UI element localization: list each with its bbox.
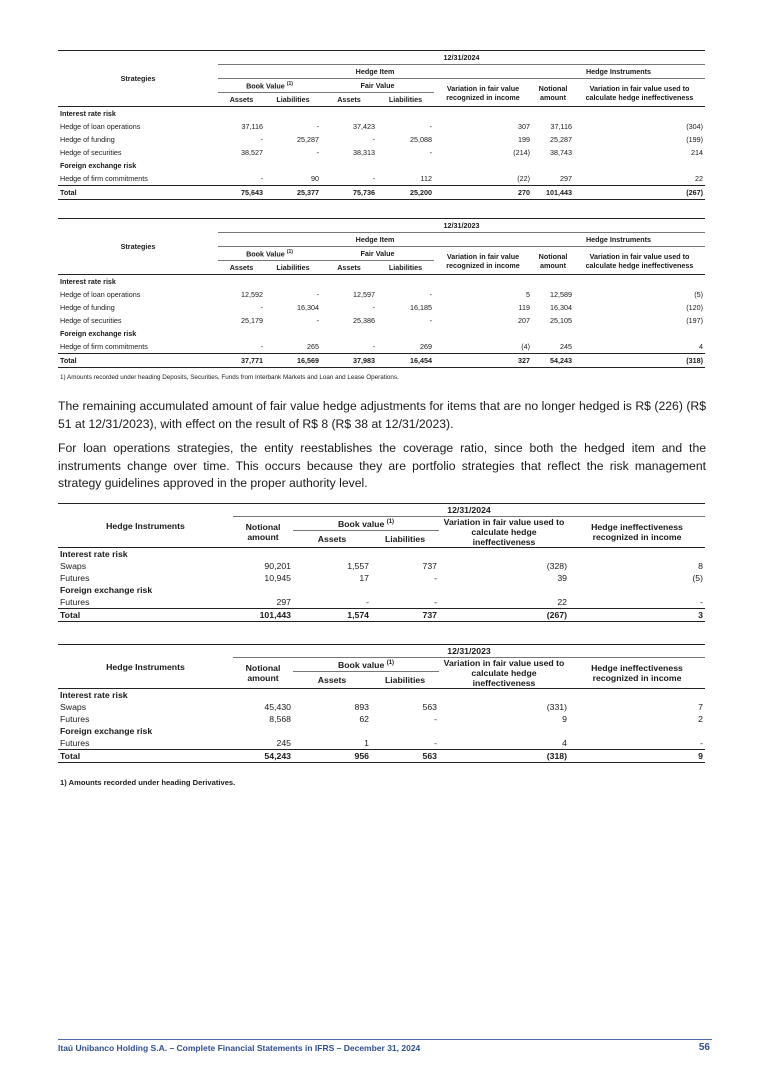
section-row: Interest rate risk (60, 690, 128, 700)
footer-divider (58, 1039, 712, 1040)
notional-header: Notional amount (245, 663, 281, 683)
notional-header: Notional amount (538, 83, 568, 102)
liabilities-header: Liabilities (384, 534, 426, 545)
section-row: Interest rate risk (60, 549, 128, 559)
assets-header: Assets (229, 95, 254, 104)
variation-ineff-header: Variation in fair value used to calculate hedge ineffectiveness (585, 251, 694, 270)
hedge-item-header: Hedge Item (218, 233, 532, 247)
table-row: Hedge of loan operations 12,592 - 12,597 - 5 12,589 (5) (60, 290, 703, 299)
strategies-header: Strategies (120, 74, 156, 83)
ineff-income-header: Hedge ineffectiveness recognized in income (591, 522, 683, 542)
fair-value-header: Fair Value (321, 79, 434, 93)
hedge-instruments-table-2024 (58, 503, 705, 622)
total-row: Total 75,643 25,377 75,736 25,200 270 101,443 (267) (58, 186, 705, 200)
section-row: Interest rate risk (60, 277, 116, 286)
notional-header: Notional amount (538, 251, 568, 270)
assets-header: Assets (337, 95, 361, 104)
assets-header: Assets (317, 675, 347, 686)
hedge-instruments-table-2023 (58, 644, 705, 763)
table-row: Futures 297 - - 22 - (60, 597, 703, 607)
total-row: Total 37,771 16,569 37,983 16,454 327 54,243 (318) (58, 354, 705, 368)
table-row: Hedge of funding - 25,287 - 25,088 199 25,287 (199) (60, 135, 703, 144)
table-row: Futures 8,568 62 - 9 2 (60, 714, 703, 724)
table-row: Swaps 45,430 893 563 (331) 7 (60, 702, 703, 712)
section-row: Interest rate risk (60, 109, 116, 118)
table-row: Hedge of loan operations 37,116 - 37,423 - 307 37,116 (304) (60, 122, 703, 131)
footnote: 1) Amounts recorded under heading Derivatives. (60, 778, 236, 787)
paragraph: For loan operations strategies, the entity reestablishes the coverage ratio, since both the hedged item and the instruments change over time. This occurs because they are portfolio strategies that reflect the risk management strategy guidelines approved in the proper authority level. (58, 441, 706, 490)
total-row: Total 101,443 1,574 737 (267) 3 (60, 610, 703, 620)
book-value-header: Book Value $^{(1)}$ (218, 247, 321, 261)
hedged-items-table-2023 (58, 218, 705, 368)
liabilities-header: Liabilities (388, 263, 423, 272)
liabilities-header: Liabilities (276, 95, 310, 104)
fair-value-header: Fair Value (321, 247, 434, 261)
footnote: 1) Amounts recorded under heading Deposits, Securities, Funds from Interbank Markets and Loan and Lease Operations. (60, 374, 399, 381)
hedge-instruments-header: Hedge Instruments (532, 233, 705, 247)
section-row: Foreign exchange risk (60, 585, 153, 595)
variation-ineff-header: Variation in fair value used to calculate hedge ineffectiveness (443, 658, 565, 688)
liabilities-header: Liabilities (388, 95, 423, 104)
ineff-income-header: Hedge ineffectiveness recognized in income (591, 663, 683, 683)
variation-income-header: Variation in fair value recognized in income (446, 251, 520, 270)
section-row: Foreign exchange risk (60, 329, 137, 338)
book-value-header: Book value $^{(1)}$ (293, 658, 439, 672)
assets-header: Assets (337, 263, 361, 272)
page-number: 56 (698, 1042, 710, 1053)
assets-header: Assets (229, 263, 254, 272)
table-date: 12/31/2024 (218, 51, 705, 65)
variation-income-header: Variation in fair value recognized in income (446, 83, 520, 102)
table-row: Hedge of securities 38,527 - 38,313 - (214) 38,743 214 (60, 148, 703, 157)
hedge-instruments-header: Hedge Instruments (106, 661, 185, 672)
hedged-items-table-2024 (58, 50, 705, 200)
section-row: Foreign exchange risk (60, 161, 137, 170)
table-row: Hedge of firm commitments - 265 - 269 (4) 245 4 (60, 342, 703, 351)
table-row: Hedge of firm commitments - 90 - 112 (22) 297 22 (60, 174, 703, 183)
book-value-header: Book Value $^{(1)}$ (218, 79, 321, 93)
table-row: Futures 10,945 17 - 39 (5) (60, 573, 703, 583)
paragraph: The remaining accumulated amount of fair value hedge adjustments for items that are no longer hedged is R$ (226) (R$ 51 at 12/31/2023), with effect on the result of R$ 8 (R$ 38 at 12/31/2023). (58, 399, 706, 431)
variation-ineff-header: Variation in fair value used to calculate hedge ineffectiveness (443, 517, 565, 547)
table-row: Futures 245 1 - 4 - (60, 738, 703, 748)
footer-text: Itaú Unibanco Holding S.A. – Complete Financial Statements in IFRS – December 31, 2024 (58, 1043, 421, 1053)
notional-header: Notional amount (245, 522, 281, 542)
hedge-item-header: Hedge Item (218, 65, 532, 79)
liabilities-header: Liabilities (384, 675, 426, 686)
table-date: 12/31/2023 (218, 219, 705, 233)
assets-header: Assets (317, 534, 347, 545)
section-row: Foreign exchange risk (60, 726, 153, 736)
table-row: Swaps 90,201 1,557 737 (328) 8 (60, 561, 703, 571)
hedge-instruments-header: Hedge Instruments (106, 520, 185, 531)
table-date: 12/31/2023 (233, 645, 705, 658)
table-row: Hedge of funding - 16,304 - 16,185 119 16,304 (120) (60, 303, 703, 312)
variation-ineff-header: Variation in fair value used to calculate hedge ineffectiveness (585, 83, 694, 102)
book-value-header: Book value $^{(1)}$ (293, 517, 439, 531)
liabilities-header: Liabilities (276, 263, 310, 272)
total-row: Total 54,243 956 563 (318) 9 (60, 751, 703, 761)
strategies-header: Strategies (120, 242, 156, 251)
table-date: 12/31/2024 (233, 504, 705, 517)
hedge-instruments-header: Hedge Instruments (532, 65, 705, 79)
table-row: Hedge of securities 25,179 - 25,386 - 207 25,105 (197) (60, 316, 703, 325)
